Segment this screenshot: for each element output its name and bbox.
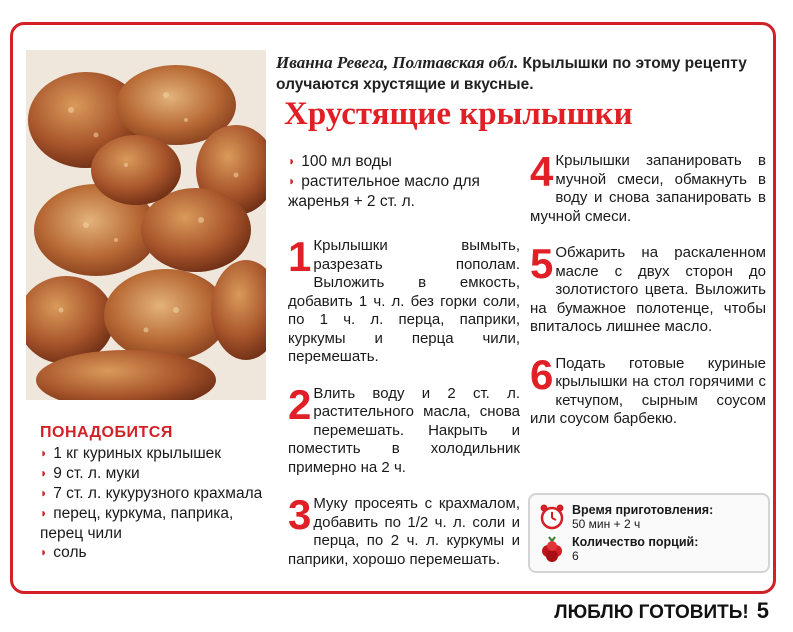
step-number: 1 (288, 237, 312, 280)
extra-ingredients (288, 152, 520, 211)
step-text: Крылышки вымыть, разрезать пополам. Выложить в емкость, добавить 1 ч. л. без горки соли, по 1 ч. л. перца, паприки, куркумы и перца чили, перемешать. (288, 237, 520, 365)
ingredients-section (40, 424, 280, 563)
ingredient-text: 7 ст. л. кукурузного крахмала (53, 485, 263, 502)
cooking-time-label: Время приготовления: (572, 503, 714, 517)
alarm-clock-icon (538, 503, 566, 536)
page-number: 5 (756, 598, 769, 623)
step-text: Муку просеять с крахмалом, добавить по 1/2 ч. л. соли и перца, по 2 ч. л. куркумы и паприки, хорошо перемешать. (288, 495, 520, 568)
page-footer (554, 598, 769, 624)
servings-value: 6 (572, 549, 579, 563)
ingredients-title: ПОНАДОБИТСЯ (40, 424, 173, 441)
ingredient-item (288, 152, 520, 172)
recipe-step (530, 152, 766, 226)
magazine-name: ЛЮБЛЮ ГОТОВИТЬ! (554, 602, 749, 623)
cooking-time-text (572, 503, 713, 531)
servings-label: Количество порций: (572, 535, 699, 549)
step-number: 4 (530, 152, 554, 195)
bullet-icon: ◗ (40, 506, 48, 520)
ingredient-text: перец, куркума, паприка, перец чили (40, 505, 234, 542)
recipe-step (288, 495, 520, 569)
author-name: Иванна Ревега, Полтавская обл. (276, 53, 519, 72)
step-text: Влить воду и 2 ст. л. растительного масла, снова перемешать. Накрыть и поместить в холодильник примерно на 2 ч. (288, 384, 520, 476)
step-number: 3 (288, 495, 312, 538)
bullet-icon: ◗ (288, 154, 296, 168)
bullet-icon: ◗ (40, 446, 48, 460)
bullet-icon: ◗ (40, 486, 48, 500)
ingredient-item (40, 543, 280, 563)
step-text: Обжарить на раскаленном масле с двух сторон до золотистого цвета. Выложить на бумажное полотенце, чтобы впиталось лишнее масло. (530, 244, 766, 335)
recipe-info-box (528, 493, 770, 573)
intro-text: Крылышки по этому рецепту олучаются хрустящие и вкусные. (276, 55, 747, 93)
ingredient-text: 9 ст. л. муки (53, 465, 140, 482)
intro-paragraph (276, 52, 766, 95)
ingredient-text: 1 кг куриных крылышек (53, 445, 222, 462)
recipe-step (288, 385, 520, 478)
step-number: 2 (288, 384, 312, 428)
ingredient-text: соль (53, 544, 87, 561)
bullet-icon: ◗ (40, 545, 48, 559)
ingredient-text: 100 мл воды (301, 153, 392, 170)
bullet-icon: ◗ (40, 466, 48, 480)
step-text: Крылышки запанировать в мучной смеси, обмакнуть в воду и снова запанировать в мучной смеси. (530, 152, 766, 225)
step-number: 6 (530, 354, 554, 398)
recipe-step (288, 237, 520, 367)
cooking-time-value: 50 мин + 2 ч (572, 517, 641, 531)
ingredient-item (40, 464, 280, 484)
step-text: Подать готовые куриные крылышки на стол горячими с кетчупом, сырным соусом или соусом барбекю. (530, 354, 766, 427)
step-number: 5 (530, 244, 554, 287)
ingredient-item (40, 444, 280, 464)
chicken-wings-image (26, 50, 266, 400)
recipe-step (530, 355, 766, 429)
steps-column-middle (288, 152, 520, 587)
ingredient-text: растительное масло для жаренья + 2 ст. л. (288, 173, 480, 210)
berry-icon (538, 535, 566, 568)
recipe-step (530, 244, 766, 337)
steps-column-right (530, 152, 766, 447)
recipe-title: Хрустящие крылышки (284, 96, 633, 132)
chicken-wings-photo (26, 50, 266, 400)
servings-text (572, 535, 698, 563)
bullet-icon: ◗ (288, 174, 296, 188)
ingredient-item (40, 504, 280, 543)
ingredient-item (40, 484, 280, 504)
ingredient-item (288, 172, 520, 211)
